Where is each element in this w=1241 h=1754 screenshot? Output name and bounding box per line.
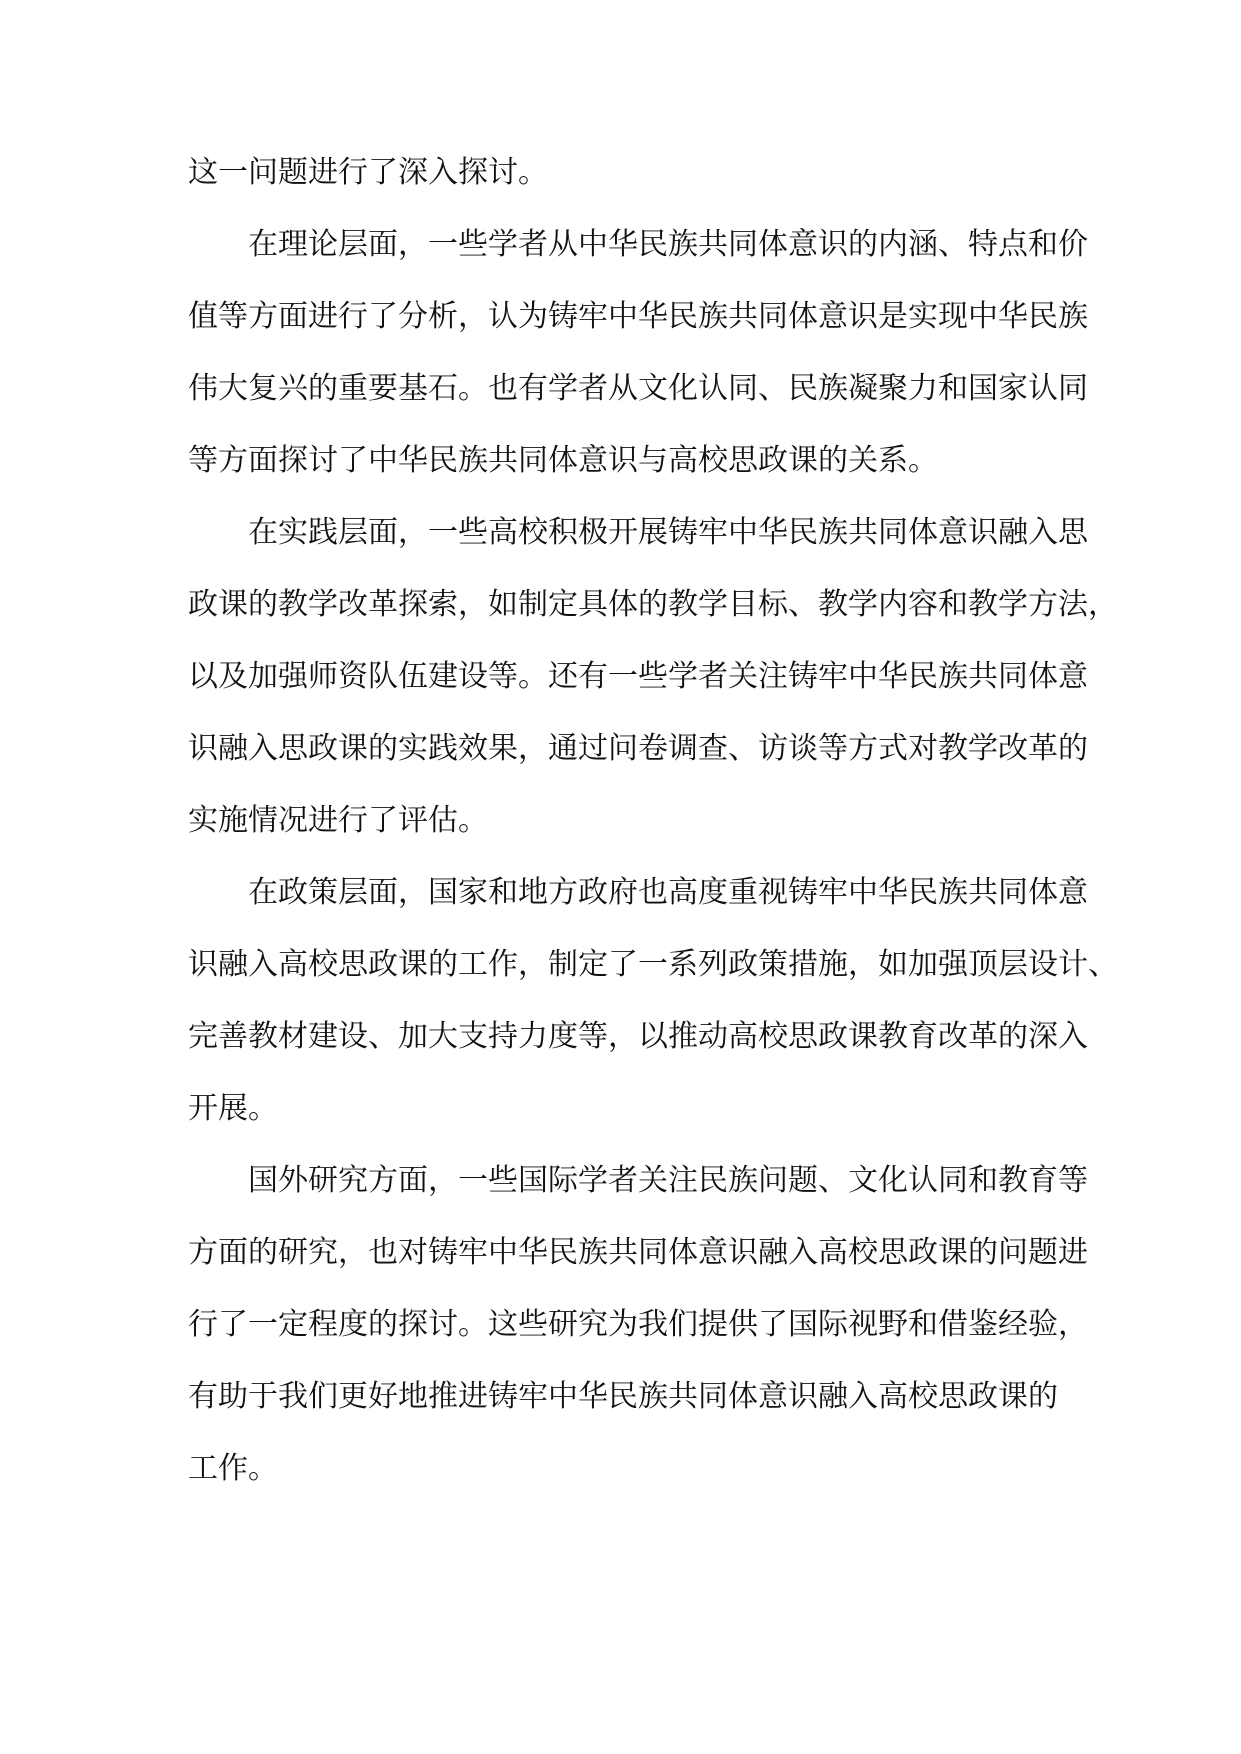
- text-line: 工作。: [188, 1451, 278, 1486]
- text-line: 政课的教学改革探索，如制定具体的教学目标、教学内容和教学方法，: [188, 587, 1118, 622]
- paragraph: [188, 497, 1118, 857]
- body-text: [188, 137, 1118, 1505]
- text-line: 在理论层面，一些学者从中华民族共同体意识的内涵、特点和价: [248, 227, 1088, 262]
- text-line: 伟大复兴的重要基石。也有学者从文化认同、民族凝聚力和国家认同: [188, 371, 1088, 406]
- text-line: 实施情况进行了评估。: [188, 803, 488, 838]
- text-line: 识融入思政课的实践效果，通过问卷调查、访谈等方式对教学改革的: [188, 731, 1088, 766]
- text-line: 有助于我们更好地推进铸牢中华民族共同体意识融入高校思政课的: [188, 1379, 1058, 1414]
- text-line: 完善教材建设、加大支持力度等，以推动高校思政课教育改革的深入: [188, 1019, 1088, 1054]
- text-line: 开展。: [188, 1091, 278, 1126]
- text-line: 方面的研究，也对铸牢中华民族共同体意识融入高校思政课的问题进: [188, 1235, 1088, 1270]
- text-line: 在实践层面，一些高校积极开展铸牢中华民族共同体意识融入思: [248, 515, 1088, 550]
- text-line: 识融入高校思政课的工作，制定了一系列政策措施，如加强顶层设计、: [188, 947, 1118, 982]
- text-line: 以及加强师资队伍建设等。还有一些学者关注铸牢中华民族共同体意: [188, 659, 1088, 694]
- text-line: 国外研究方面，一些国际学者关注民族问题、文化认同和教育等: [248, 1163, 1088, 1198]
- paragraph: [188, 209, 1088, 497]
- text-line: 行了一定程度的探讨。这些研究为我们提供了国际视野和借鉴经验，: [188, 1307, 1088, 1342]
- text-line: 值等方面进行了分析，认为铸牢中华民族共同体意识是实现中华民族: [188, 299, 1088, 334]
- paragraph: [188, 137, 1056, 209]
- text-line: 等方面探讨了中华民族共同体意识与高校思政课的关系。: [188, 443, 938, 478]
- text-line: 在政策层面，国家和地方政府也高度重视铸牢中华民族共同体意: [248, 875, 1088, 910]
- paragraph: [188, 857, 1118, 1145]
- text-line: 这一问题进行了深入探讨。: [188, 155, 548, 190]
- paragraph: [188, 1145, 1088, 1505]
